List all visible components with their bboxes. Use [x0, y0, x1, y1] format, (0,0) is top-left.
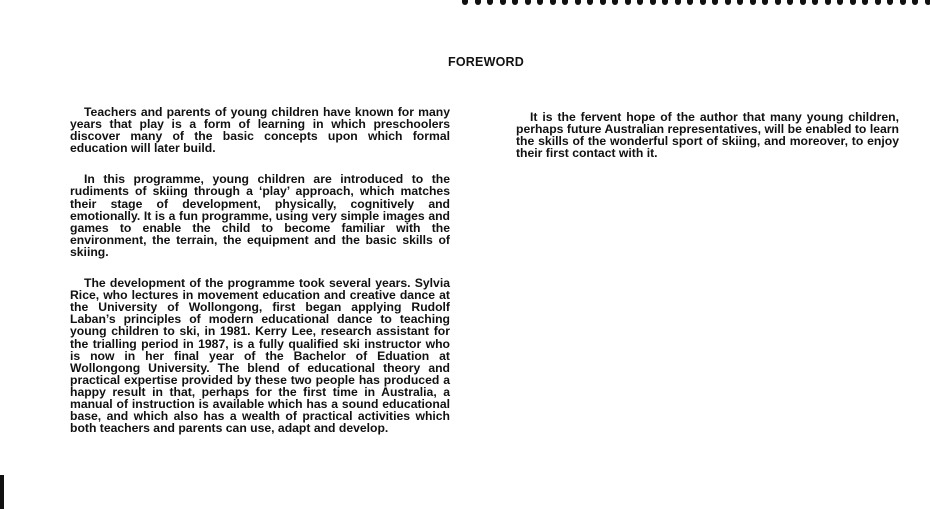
binding-hole — [512, 0, 518, 5]
binding-hole — [925, 0, 930, 5]
page-edge-shadow — [0, 475, 4, 509]
binding-hole — [762, 0, 768, 5]
binding-hole — [675, 0, 681, 5]
binding-hole — [650, 0, 656, 5]
binding-hole — [725, 0, 731, 5]
paragraph: Teachers and parents of young children have known for many years that play is a form of learning in which preschoolers discover many of the basic concepts upon which formal education will later build. — [70, 105, 450, 156]
binding-hole — [875, 0, 881, 5]
binding-hole — [637, 0, 643, 5]
binding-hole — [712, 0, 718, 5]
binding-hole — [900, 0, 906, 5]
binding-hole — [537, 0, 543, 5]
binding-hole — [587, 0, 593, 5]
binding-hole — [837, 0, 843, 5]
binding-hole — [462, 0, 468, 5]
binding-hole — [750, 0, 756, 5]
binding-hole — [612, 0, 618, 5]
binding-hole — [600, 0, 606, 5]
binding-hole — [475, 0, 481, 5]
binding-hole — [625, 0, 631, 5]
page-title: FOREWORD — [448, 55, 524, 69]
paragraph: The development of the programme took several years. Sylvia Rice, who lectures in movement education and creative dance at the University of Wollongong, first began applying Rudolf Laban’s principles of modern educational dance to teaching young children to ski, in 1981. Kerry Lee, research assistant for the trialling period in 1987, is a fully qualified ski instructor who is now in her final year of the Bachelor of Eduation at Wollongong University. The blend of educational theory and practical expertise provided by these two people has produced a happy result in that, perhaps for the first time in Australia, a manual of instruction is available which has a sound educational base, and which also has a wealth of practical activities which both teachers and parents can use, adapt and develop. — [70, 276, 450, 436]
binding-hole — [850, 0, 856, 5]
paragraph: It is the fervent hope of the author that many young children, perhaps future Australian representatives, will be enabled to learn the skills of the wonderful sport of skiing, and moreover, to enjoy their first contact with it. — [516, 110, 899, 161]
left-column — [70, 106, 450, 453]
binding-hole — [687, 0, 693, 5]
binding-hole — [775, 0, 781, 5]
binding-hole — [800, 0, 806, 5]
binding-hole — [525, 0, 531, 5]
binding-hole — [487, 0, 493, 5]
binding-hole — [500, 0, 506, 5]
binding-hole — [562, 0, 568, 5]
binding-hole — [912, 0, 918, 5]
binding-hole — [700, 0, 706, 5]
paragraph: In this programme, young children are introduced to the rudiments of skiing through a ‘play’ approach, which matches their stage of development, physically, cognitively and emotionally. It is a fun programme, using very simple images and games to enable the child to become familiar with the environment, the terrain, the equipment and the basic skills of skiing. — [70, 172, 450, 259]
binding-hole — [737, 0, 743, 5]
spiral-binding-holes — [462, 0, 930, 8]
binding-hole — [812, 0, 818, 5]
binding-hole — [887, 0, 893, 5]
binding-hole — [862, 0, 868, 5]
binding-hole — [662, 0, 668, 5]
binding-hole — [825, 0, 831, 5]
binding-hole — [787, 0, 793, 5]
binding-hole — [550, 0, 556, 5]
right-column — [516, 111, 899, 178]
binding-hole — [575, 0, 581, 5]
